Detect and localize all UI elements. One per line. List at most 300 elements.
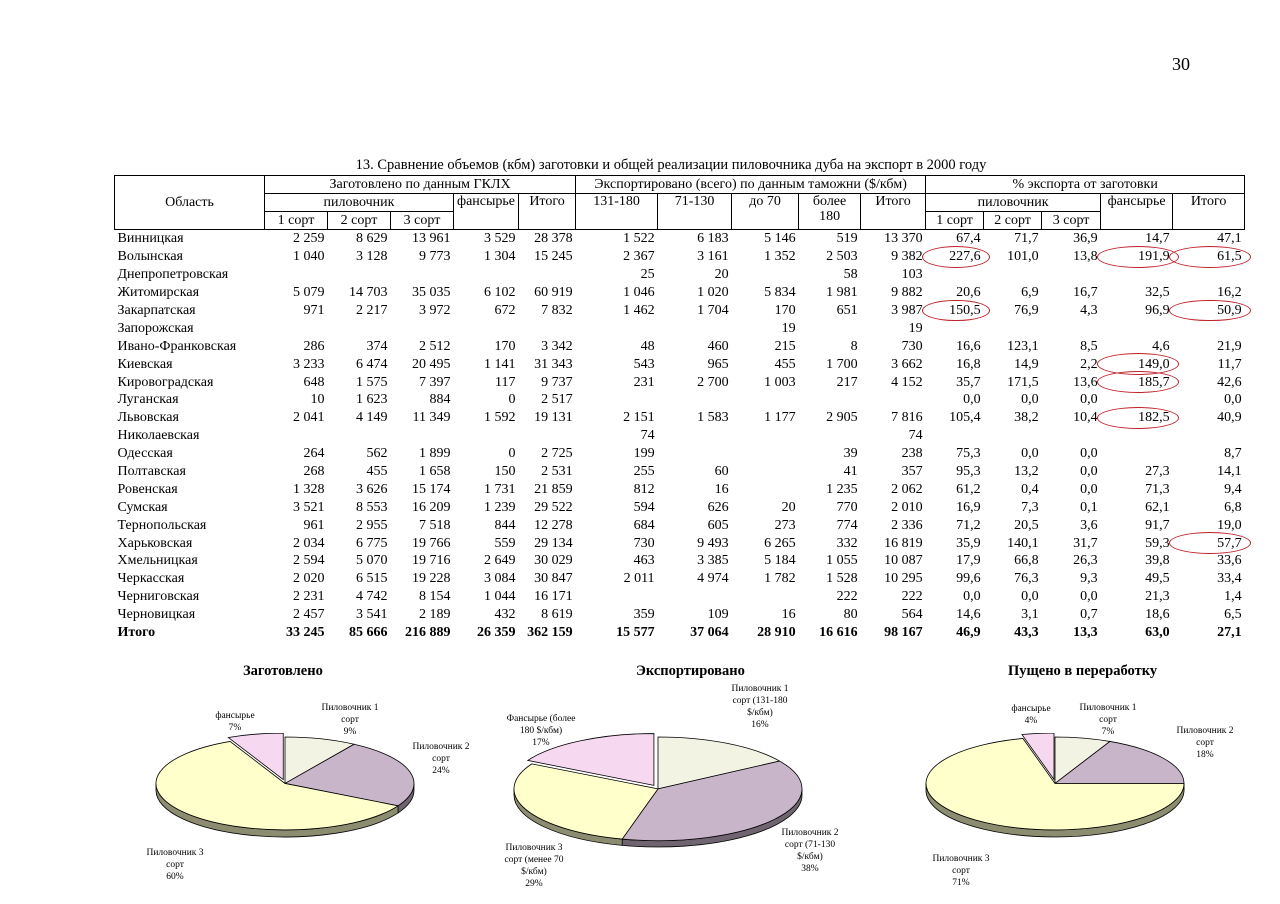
harvest-cell: 8 629 — [356, 231, 388, 247]
percent-cell: 18,6 — [1145, 607, 1170, 623]
table-row — [115, 409, 1245, 427]
highlight-circle — [1169, 300, 1251, 322]
harvest-cell: 264 — [303, 446, 325, 462]
harvest-cell: 268 — [303, 464, 325, 480]
percent-cell: 0,4 — [1021, 481, 1039, 497]
percent-cell: 0,0 — [1080, 589, 1098, 605]
harvest-cell — [391, 266, 454, 284]
percent-cell: 91,7 — [1145, 517, 1170, 533]
table-row — [115, 606, 1245, 624]
region-name: Львовская — [117, 410, 179, 426]
percent-cell: 150,5 — [926, 302, 984, 320]
harvest-cell: 362 159 — [527, 625, 573, 641]
harvest-cell: 150 — [494, 464, 516, 480]
col-veneer: фансырье — [454, 194, 519, 230]
export-cell: 1 177 — [764, 410, 796, 426]
harvest-cell — [328, 319, 391, 337]
export-cell: 1 235 — [826, 481, 858, 497]
percent-cell: 3,6 — [1080, 517, 1098, 533]
percent-cell — [1173, 319, 1245, 337]
percent-cell: 46,9 — [956, 625, 981, 641]
export-cell: 80 — [843, 607, 858, 623]
export-cell: 37 064 — [690, 625, 729, 641]
table-row — [115, 302, 1245, 320]
percent-cell: 59,3 — [1145, 535, 1170, 551]
percent-cell: 185,7 — [1101, 373, 1173, 391]
highlight-circle — [1097, 407, 1179, 429]
percent-cell: 39,8 — [1145, 553, 1170, 569]
group-harvest: Заготовлено по данным ГКЛХ — [265, 176, 576, 194]
region-name: Сумская — [117, 499, 168, 515]
export-cell: 3 987 — [891, 303, 923, 318]
col-pct-grade-2: 2 сорт — [984, 212, 1042, 230]
pie1-label-veneer-l3: 17% — [532, 738, 550, 748]
export-cell: 2 151 — [623, 410, 655, 426]
percent-cell: 21,9 — [1217, 338, 1242, 354]
harvest-cell: 19 716 — [412, 553, 451, 569]
percent-cell: 13,2 — [1014, 464, 1039, 480]
table-row — [115, 534, 1245, 552]
percent-cell: 0,0 — [1224, 392, 1242, 408]
export-cell: 39 — [843, 446, 858, 462]
pie0-label-veneer-l2: 7% — [228, 723, 242, 733]
export-cell — [576, 588, 658, 606]
percent-cell: 6,9 — [1021, 285, 1039, 301]
table-row — [115, 552, 1245, 570]
export-cell: 6 265 — [764, 535, 796, 551]
percent-cell — [1101, 445, 1173, 463]
percent-cell: 13,8 — [1073, 249, 1098, 265]
pie2-label-grade3 — [920, 853, 1002, 889]
table-body — [115, 230, 1245, 642]
region-name: Киевская — [117, 356, 173, 372]
col-pct-grade-1: 1 сорт — [926, 212, 984, 230]
percent-cell: 61,2 — [956, 481, 981, 497]
table-row — [115, 427, 1245, 445]
harvest-cell: 1 141 — [484, 356, 516, 372]
export-cell: 74 — [908, 428, 923, 444]
export-cell: 98 167 — [884, 625, 923, 641]
region-name: Одесская — [117, 446, 173, 462]
harvest-cell: 4 149 — [356, 410, 388, 426]
harvest-cell: 648 — [303, 374, 325, 390]
pie0-label-veneer — [200, 710, 270, 734]
group-export: Экспортировано (всего) по данным таможни ($/кбм) — [576, 176, 926, 194]
export-cell: 199 — [633, 446, 655, 462]
pie0-label-grade3-l1: Пиловочник 3 — [146, 848, 204, 858]
percent-cell: 35,9 — [956, 535, 981, 551]
chart-title-processed: Пущено в переработку — [1008, 663, 1158, 679]
percent-cell: 140,1 — [1007, 535, 1039, 551]
pie0-label-grade3-l2: сорт — [166, 860, 184, 870]
export-cell: 1 528 — [826, 571, 858, 587]
export-cell: 626 — [707, 499, 729, 515]
percent-cell: 95,3 — [956, 464, 981, 480]
harvest-cell: 2 041 — [293, 410, 325, 426]
export-cell: 357 — [901, 464, 923, 480]
col-grade-3: 3 сорт — [391, 212, 454, 230]
export-cell: 5 834 — [764, 285, 796, 301]
pie2-label-grade2 — [1164, 725, 1246, 761]
percent-cell: 13,3 — [1073, 625, 1098, 641]
harvest-cell: 19 131 — [534, 410, 573, 426]
harvest-cell: 455 — [366, 464, 388, 480]
harvest-cell: 3 084 — [484, 571, 516, 587]
table-row — [115, 248, 1245, 266]
harvest-cell: 2 531 — [541, 464, 573, 480]
table-row — [115, 337, 1245, 355]
harvest-cell: 1 040 — [293, 249, 325, 265]
percent-cell: 61,5 — [1173, 248, 1245, 266]
percent-cell: 7,3 — [1021, 499, 1039, 515]
pie1-label-veneer-l2: 180 $/кбм) — [519, 726, 563, 736]
percent-cell: 149,0 — [1101, 355, 1173, 373]
export-cell — [732, 588, 799, 606]
percent-cell — [1173, 427, 1245, 445]
export-cell: 519 — [836, 231, 858, 247]
export-cell — [658, 427, 732, 445]
export-cell: 1 352 — [764, 249, 796, 265]
pie0-label-grade2 — [400, 741, 482, 777]
export-cell: 4 974 — [697, 571, 729, 587]
export-cell: 48 — [640, 338, 655, 354]
export-cell: 25 — [640, 267, 655, 283]
region-name: Хмельницкая — [117, 553, 198, 569]
export-cell: 2 010 — [891, 499, 923, 515]
harvest-cell — [454, 319, 519, 337]
percent-cell — [1042, 319, 1101, 337]
export-cell: 9 493 — [697, 535, 729, 551]
col-grade-1: 1 сорт — [265, 212, 328, 230]
percent-cell — [1101, 266, 1173, 284]
percent-cell: 8,5 — [1080, 338, 1098, 354]
harvest-cell: 60 919 — [534, 285, 573, 301]
harvest-cell: 3 529 — [484, 231, 516, 247]
export-cell: 3 662 — [891, 356, 923, 372]
region-name: Днепропетровская — [117, 267, 229, 283]
col-sawlog: пиловочник — [265, 194, 454, 212]
pie-chart-exported — [508, 733, 808, 853]
export-cell: 16 — [781, 607, 796, 623]
percent-cell: 11,7 — [1217, 356, 1242, 372]
export-cell: 684 — [633, 517, 655, 533]
harvest-cell: 1 328 — [293, 481, 325, 497]
export-cell: 15 577 — [616, 625, 655, 641]
table-row — [115, 463, 1245, 481]
harvest-cell: 30 029 — [534, 553, 573, 569]
harvest-cell: 7 518 — [419, 517, 451, 533]
export-cell: 19 — [908, 320, 923, 336]
chart-title-harvested: Заготовлено — [243, 663, 323, 679]
table-row — [115, 284, 1245, 302]
harvest-cell: 6 102 — [484, 285, 516, 301]
export-cell: 28 910 — [757, 625, 796, 641]
pie-chart-processed — [920, 733, 1190, 843]
pie0-label-grade1-l2: сорт — [341, 715, 359, 725]
percent-cell: 40,9 — [1217, 410, 1242, 426]
col-total-export: Итого — [861, 194, 926, 230]
harvest-cell: 2 725 — [541, 446, 573, 462]
harvest-cell: 3 521 — [293, 499, 325, 515]
percent-cell — [1101, 319, 1173, 337]
percent-cell: 16,2 — [1217, 285, 1242, 301]
region-name: Ровенская — [117, 481, 178, 497]
region-name: Полтавская — [117, 464, 186, 480]
export-cell: 460 — [707, 338, 729, 354]
harvest-cell: 3 541 — [356, 607, 388, 623]
region-name: Черниговская — [117, 589, 200, 605]
harvest-cell: 1 731 — [484, 481, 516, 497]
export-cell: 222 — [901, 589, 923, 605]
percent-cell: 31,7 — [1073, 535, 1098, 551]
harvest-cell: 884 — [429, 392, 451, 408]
harvest-cell: 2 034 — [293, 535, 325, 551]
export-cell: 2 336 — [891, 517, 923, 533]
percent-cell: 14,6 — [956, 607, 981, 623]
export-cell — [732, 480, 799, 498]
harvest-cell — [391, 319, 454, 337]
percent-cell: 105,4 — [949, 410, 981, 426]
harvest-cell: 3 233 — [293, 356, 325, 372]
harvest-cell — [265, 319, 328, 337]
export-cell — [799, 391, 861, 409]
table-row — [115, 516, 1245, 534]
percent-cell: 49,5 — [1145, 571, 1170, 587]
percent-cell: 16,8 — [956, 356, 981, 372]
export-cell: 58 — [843, 267, 858, 283]
percent-cell: 16,6 — [956, 338, 981, 354]
export-cell: 8 — [850, 338, 858, 354]
export-cell: 1 981 — [826, 285, 858, 301]
percent-cell: 14,9 — [1014, 356, 1039, 372]
export-cell: 332 — [836, 535, 858, 551]
export-cell: 6 183 — [697, 231, 729, 247]
export-cell: 651 — [836, 303, 858, 318]
export-cell: 359 — [633, 607, 655, 623]
table-row — [115, 373, 1245, 391]
pie2-label-grade3-l1: Пиловочник 3 — [932, 854, 990, 864]
export-cell: 238 — [901, 446, 923, 462]
export-cell: 60 — [714, 464, 729, 480]
percent-cell — [1042, 427, 1101, 445]
harvest-cell: 170 — [494, 338, 516, 354]
harvest-cell: 3 342 — [541, 338, 573, 354]
export-cell — [799, 427, 861, 445]
harvest-cell: 29 522 — [534, 499, 573, 515]
export-cell — [658, 445, 732, 463]
harvest-export-table — [114, 175, 1245, 641]
region-name: Житомирская — [117, 285, 200, 301]
percent-cell: 21,3 — [1145, 589, 1170, 605]
harvest-cell — [328, 266, 391, 284]
harvest-cell: 1 575 — [356, 374, 388, 390]
pie1-label-grade1 — [718, 683, 802, 731]
export-cell: 1 055 — [826, 553, 858, 569]
percent-cell: 99,6 — [956, 571, 981, 587]
region-name: Тернопольская — [117, 517, 207, 533]
pie1-label-grade3-l4: 29% — [525, 879, 543, 889]
charts-area — [0, 655, 1280, 904]
export-cell: 2 905 — [826, 410, 858, 426]
pie2-label-veneer-l2: 4% — [1024, 716, 1038, 726]
harvest-cell: 559 — [494, 535, 516, 551]
export-cell: 255 — [633, 464, 655, 480]
percent-cell: 20,6 — [956, 285, 981, 301]
harvest-cell: 85 666 — [349, 625, 388, 641]
percent-cell: 17,9 — [956, 553, 981, 569]
export-cell: 109 — [707, 607, 729, 623]
percent-cell: 0,0 — [1080, 481, 1098, 497]
percent-cell — [984, 319, 1042, 337]
harvest-cell: 7 832 — [541, 303, 573, 318]
col-pct-grade-3: 3 сорт — [1042, 212, 1101, 230]
harvest-cell: 971 — [303, 303, 325, 318]
pie2-label-grade3-l2: сорт — [952, 866, 970, 876]
pie1-label-grade3-l1: Пиловочник 3 — [505, 843, 563, 853]
percent-cell: 191,9 — [1101, 248, 1173, 266]
export-cell: 2 700 — [697, 374, 729, 390]
pie1-label-grade1-l4: 16% — [751, 720, 769, 730]
export-cell: 3 385 — [697, 553, 729, 569]
export-cell: 774 — [836, 517, 858, 533]
col-export-71-130: 71-130 — [658, 194, 732, 230]
export-cell: 1 583 — [697, 410, 729, 426]
pie0-label-grade3-l3: 60% — [166, 872, 184, 882]
col-export-131-180: 131-180 — [576, 194, 658, 230]
highlight-circle — [1097, 371, 1179, 393]
pie2-label-grade2-l3: 18% — [1196, 750, 1214, 760]
percent-cell: 6,5 — [1224, 607, 1242, 623]
pie2-label-grade1 — [1068, 702, 1148, 738]
harvest-cell: 3 128 — [356, 249, 388, 265]
pie1-label-grade3-l3: $/кбм) — [521, 867, 547, 877]
export-cell: 1 522 — [623, 231, 655, 247]
region-name: Винницкая — [117, 231, 184, 247]
harvest-cell: 15 245 — [534, 249, 573, 265]
harvest-cell: 2 517 — [541, 392, 573, 408]
harvest-cell — [519, 427, 576, 445]
harvest-cell: 0 — [508, 446, 516, 462]
pie1-label-grade2-l4: 38% — [801, 864, 819, 874]
percent-cell: 71,7 — [1014, 231, 1039, 247]
percent-cell: 67,4 — [956, 231, 981, 247]
harvest-cell — [519, 319, 576, 337]
region-name: Запорожская — [117, 320, 194, 336]
harvest-cell: 2 189 — [419, 607, 451, 623]
harvest-cell — [391, 427, 454, 445]
export-cell: 770 — [836, 499, 858, 515]
export-cell — [658, 588, 732, 606]
col-export-over-180 — [799, 194, 861, 230]
export-cell: 1 046 — [623, 285, 655, 301]
region-name: Харьковская — [117, 535, 193, 551]
pie1-label-grade1-l2: сорт (131-180 — [732, 696, 788, 706]
region-name: Луганская — [117, 392, 179, 408]
harvest-cell — [519, 266, 576, 284]
harvest-cell — [265, 266, 328, 284]
harvest-cell: 562 — [366, 446, 388, 462]
harvest-cell: 286 — [303, 338, 325, 354]
col-total-harvest: Итого — [519, 194, 576, 230]
percent-cell: 0,0 — [1080, 392, 1098, 408]
percent-cell: 57,7 — [1173, 534, 1245, 552]
harvest-cell: 1 044 — [484, 589, 516, 605]
percent-cell: 227,6 — [926, 248, 984, 266]
export-cell — [799, 319, 861, 337]
pie0-label-grade1 — [310, 702, 390, 738]
export-cell: 41 — [843, 464, 858, 480]
percent-cell: 33,4 — [1217, 571, 1242, 587]
pie1-label-grade3-l2: сорт (менее 70 — [504, 855, 564, 865]
percent-cell: 27,1 — [1217, 625, 1242, 641]
pie1-label-veneer-l1: Фансырье (более — [506, 714, 576, 724]
export-cell: 543 — [633, 356, 655, 372]
percent-cell: 47,1 — [1217, 231, 1242, 247]
harvest-cell: 2 259 — [293, 231, 325, 247]
harvest-cell: 11 349 — [412, 410, 451, 426]
region-name: Черкасская — [117, 571, 185, 587]
percent-cell: 0,1 — [1080, 499, 1098, 515]
export-cell: 594 — [633, 499, 655, 515]
export-cell: 1 003 — [764, 374, 796, 390]
percent-cell: 76,3 — [1014, 571, 1039, 587]
table-row — [115, 319, 1245, 337]
harvest-cell: 30 847 — [534, 571, 573, 587]
harvest-cell: 2 649 — [484, 553, 516, 569]
percent-cell — [926, 427, 984, 445]
harvest-cell: 28 378 — [534, 231, 573, 247]
harvest-cell: 1 304 — [484, 249, 516, 265]
harvest-cell: 33 245 — [286, 625, 325, 641]
percent-cell: 32,5 — [1145, 285, 1170, 301]
harvest-cell: 21 859 — [534, 481, 573, 497]
percent-cell: 96,9 — [1145, 303, 1170, 318]
harvest-cell: 2 231 — [293, 589, 325, 605]
export-cell: 4 152 — [891, 374, 923, 390]
export-cell — [861, 391, 926, 409]
percent-cell: 26,3 — [1073, 553, 1098, 569]
percent-cell: 76,9 — [1014, 303, 1039, 318]
table-row — [115, 498, 1245, 516]
pie1-label-grade2-l3: $/кбм) — [797, 852, 823, 862]
export-cell: 1 782 — [764, 571, 796, 587]
percent-cell: 71,3 — [1145, 481, 1170, 497]
export-cell: 215 — [774, 338, 796, 354]
export-cell: 19 — [781, 320, 796, 336]
pie1-label-grade1-l1: Пиловочник 1 — [731, 684, 789, 694]
harvest-cell: 117 — [495, 374, 516, 390]
harvest-cell: 12 278 — [534, 517, 573, 533]
percent-cell: 8,7 — [1224, 446, 1242, 462]
export-cell — [658, 391, 732, 409]
pie1-label-grade3 — [492, 842, 576, 890]
pie0-label-grade1-l1: Пиловочник 1 — [321, 703, 379, 713]
region-name: Ивано-Франковская — [117, 338, 237, 354]
harvest-cell: 1 899 — [419, 446, 451, 462]
export-cell: 16 — [714, 481, 729, 497]
export-cell: 217 — [836, 374, 858, 390]
percent-cell: 0,0 — [1021, 446, 1039, 462]
export-cell — [732, 427, 799, 445]
percent-cell: 0,0 — [1021, 589, 1039, 605]
col-export-under-70: до 70 — [732, 194, 799, 230]
export-cell: 2 062 — [891, 481, 923, 497]
harvest-cell: 5 079 — [293, 285, 325, 301]
percent-cell: 75,3 — [956, 446, 981, 462]
percent-cell: 0,0 — [963, 589, 981, 605]
pie2-label-grade2-l2: сорт — [1196, 738, 1214, 748]
table-row — [115, 480, 1245, 498]
